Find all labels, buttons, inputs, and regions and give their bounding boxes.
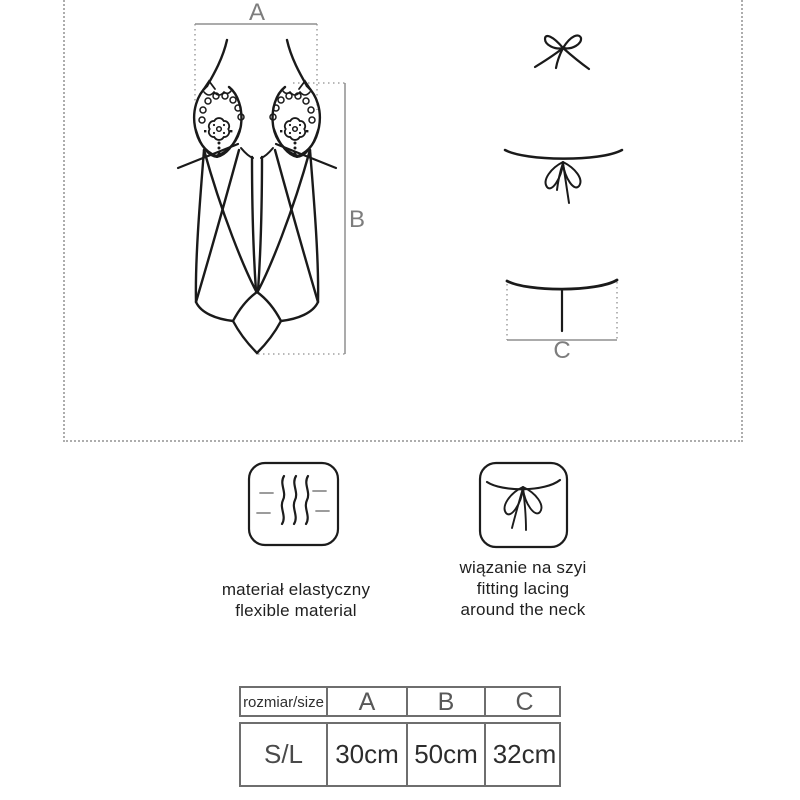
size-table-header-size: rozmiar/size [243,694,324,711]
measure-label-c: C [553,337,571,364]
size-table-data-row [239,722,561,787]
bottom-piece-drawing [507,280,617,331]
feature-caption-lacing [433,557,613,620]
size-cell-a: 30cm [326,724,406,785]
neckline-bow-drawing [505,150,622,203]
feature-caption-elastic [206,579,386,621]
measurement-marks [195,24,617,354]
measure-labels [249,0,571,364]
caption-line: fitting lacing [476,579,570,598]
caption-line: flexible material [235,601,357,620]
size-table-header-row [239,686,561,717]
size-cell-c: 32cm [484,724,563,785]
size-table-header-a: A [326,688,406,717]
size-table [239,686,561,787]
measure-label-b: B [349,206,366,233]
size-cell-b: 50cm [406,724,484,785]
neck-bow-icon [477,460,570,550]
elastic-waves-icon [246,460,341,548]
size-cell-size: S/L [263,739,304,769]
caption-line: materiał elastyczny [221,580,371,599]
caption-line: around the neck [460,600,586,619]
measure-label-a: A [248,0,266,26]
bodysuit-drawing [178,40,336,353]
caption-line: wiązanie na szyi [459,558,587,577]
size-table-header-c: C [484,688,563,717]
neck-tie-back-drawing [535,35,589,69]
size-table-header-b: B [406,688,484,717]
